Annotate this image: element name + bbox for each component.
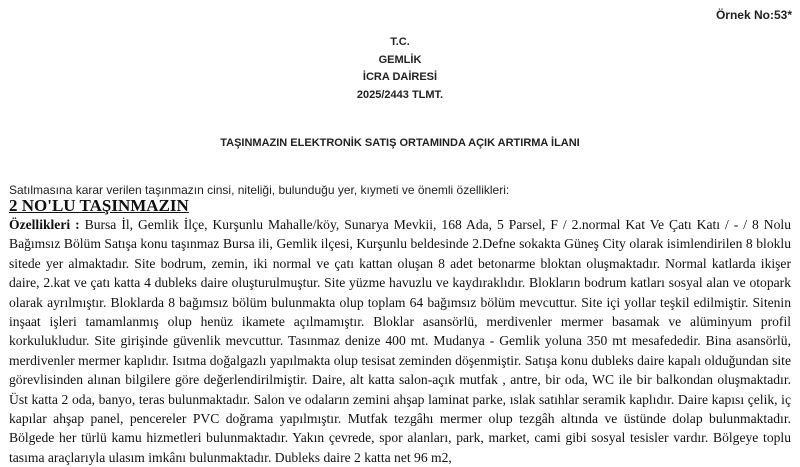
intro-text: Satılmasına karar verilen taşınmazın cinsi, niteliği, bulunduğu yer, kıymeti ve önemli özellikleri: [9,183,510,197]
announcement-title: TAŞINMAZIN ELEKTRONİK SATIŞ ORTAMINDA AÇIK ARTIRMA İLANI [220,137,580,149]
features-text: Bursa İl, Gemlik İlçe, Kurşunlu Mahalle/köy, Sunarya Mevkii, 168 Ada, 5 Parsel, F / 2.normal Kat Ve Çatı Katı / - / 8 Nolu Bağımsız Bölüm Satışa konu taşınmaz Bursa ili, Gemlik ilçesi, Kurşunlu beldesinde 2.Defne sokakta Güneş City olarak isimlendirilen 8 bloklu sitede yer almaktadır. Site bodrum, zemin, iki normal ve çatı kattan oluşan 8 adet betonarme bloktan oluşmaktadır. Normal katlarda ikişer daire, 2.kat ve çatı katta 4 dubleks daire oluşturulmuştur. Site yüzme havuzlu ve kaydıraklıdır. Blokların bodrum katları sosyal alan ve otopark olarak ayrılmıştır. Bloklarda 8 bağımsız bölüm bulunmakta olup toplam 64 bağımsız bölüm mevcuttur. Site içi yollar teşkil edilmiştir. Sitenin inşaat işleri tamamlanmış olup henüz ikamete açılmamıştır. Bloklar asansörlü, merdivenler mermer basamak ve alüminyum profil korkulukludur. Site girişinde güvenlik mevcuttur. Tasınmaz denize 400 mt. Mudanya - Gemlik yoluna 350 mt mesafededir. Bina asansörlü, merdivenler mermer kaplıdır. Isıtma doğalgazlı yapılmakta olup tesisat zeminden döşenmiştir. Satışa konu dubleks daire kapalı olduğundan site görevlisinden alınan bilgilere göre değerlendirilmiştir. Daire, alt katta salon-açık mutfak , antre, bir oda, WC ile bir balkondan oluşmaktadır. Üst katta 2 oda, banyo, teras bulunmaktadır. Salon ve odaların zemini ahşap laminat parke, ıslak satıhlar seramik kaplıdır. Daire kapısı çelik, iç kapılar ahşap panel, pencereler PVC doğrama yapılmıştır. Mutfak tezgâhı mermer olup tezgâh altında ve üstünde dolap bulunmaktadır. Bölgede her türlü kamu hizmetleri bulunmaktadır. Yakın çevrede, spor alanları, park, market, cami gibi sosyal tesisler vardır. Bölgeye toplu tasıma araçlarıyla ulasım imkânı bulunmaktadır. Dubleks daire 2 katta net 96 m2, [9,217,791,465]
authority-header [0,34,800,104]
property-description [9,215,791,467]
header-line-office: İCRA DAİRESİ [362,71,438,83]
property-title: 2 NO'LU TAŞINMAZIN [9,196,189,215]
header-line-district: GEMLİK [378,53,422,66]
sample-number: Örnek No:53* [715,8,792,22]
header-line-file-number: 2025/2443 TLMT. [356,88,444,101]
features-label: Özellikleri : [9,217,80,232]
header-line-country: T.C. [390,36,410,48]
